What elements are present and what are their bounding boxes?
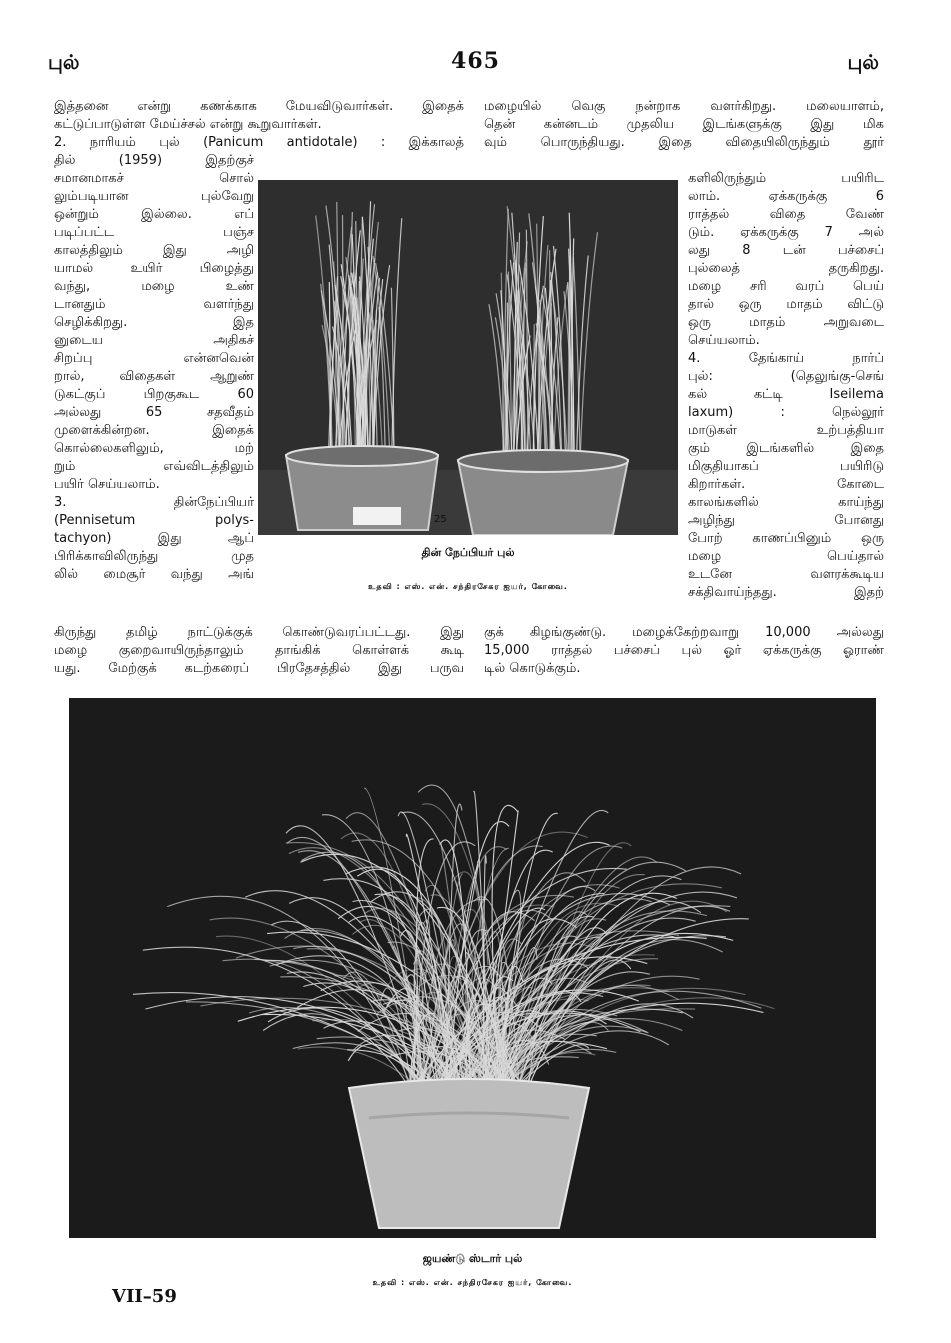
figure2-caption: ஜயண்டு ஸ்டார் புல்: [422, 1252, 523, 1265]
text-line: சிறப்பு என்னவென்: [54, 351, 254, 366]
text-line: டுகட்குப் பிறகுகூட 60: [54, 387, 254, 402]
text-line: களிலிருந்தும் பயிரிட: [688, 171, 884, 186]
text-line: லாம். ஏக்கருக்கு 6: [688, 189, 884, 204]
text-line: பிரிக்காவிலிருந்து முத: [54, 549, 254, 564]
text-line: 2. நாரியம் புல் (Panicum antidotale) : இக்காலத்: [54, 135, 464, 150]
text-line: லில் மைசூர் வந்து அங்: [54, 567, 254, 582]
text-line: றும் எவ்விடத்திலும்: [54, 459, 254, 474]
text-line: டானதும் வளர்ந்து: [54, 297, 254, 312]
text-line: னுடைய அதிகச்: [54, 333, 254, 348]
text-line: laxum) : நெல்லூர்: [688, 405, 884, 420]
text-line: தென் கன்னடம் முதலிய இடங்களுக்கு இது மிக: [484, 117, 884, 132]
text-line: படிப்பட்ட பஞ்ச: [54, 225, 254, 240]
text-line: உடனே வளரக்கூடிய: [688, 567, 884, 582]
text-line: அல்லது 65 சதவீதம்: [54, 405, 254, 420]
page-number: 465: [451, 48, 500, 74]
text-line: மழை பெய்தால்: [688, 549, 884, 564]
text-line: கிறார்கள். கோடை: [688, 477, 884, 492]
text-line: வந்து, மழை உண்: [54, 279, 254, 294]
text-line: சமானமாகச் சொல்: [54, 171, 254, 186]
text-line: கட்டுப்பாடுள்ள மேய்ச்சல் என்று கூறுவார்கள்.: [54, 117, 322, 132]
figure2-credit: உதவி : எஸ். என். சந்திரசேகர ஐயர், கோவை.: [372, 1278, 573, 1287]
text-line: லது 8 டன் பச்சைப்: [688, 243, 884, 258]
text-line: செய்யலாம்.: [688, 333, 760, 348]
text-line: தில் (1959) இதற்குச்: [54, 153, 254, 168]
text-line: கல் கட்டி Iseilema: [688, 387, 884, 402]
text-line: 15,000 ராத்தல் பச்சைப் புல் ஓர் ஏக்கருக்கு ஓராண்: [484, 643, 884, 658]
text-line: ஒன்றும் இல்லை. எப்: [54, 207, 254, 222]
text-line: றால், விதைகள் ஆறுண்: [54, 369, 254, 384]
text-line: காலத்திலும் இது அழி: [54, 243, 254, 258]
napier-grass-photo: [258, 180, 678, 535]
text-line: டில் கொடுக்கும்.: [484, 661, 581, 676]
text-line: பயிர் செய்யலாம்.: [54, 477, 160, 492]
text-line: யாமல் உயிர் பிழைத்து: [54, 261, 254, 276]
text-line: tachyon) இது ஆப்: [54, 531, 254, 546]
text-line: 3. தின்நேப்பியர்: [54, 495, 254, 510]
text-line: மழை குறைவாயிருந்தாலும் தாங்கிக் கொள்ளக் கூடி: [54, 643, 464, 658]
figure1-caption: தின் நேப்பியர் புல்: [421, 546, 515, 559]
text-line: (Pennisetum polys-: [54, 513, 254, 528]
text-line: புல்லைத் தருகிறது.: [688, 261, 884, 276]
pot-number-label: 25: [434, 514, 447, 525]
text-line: யது. மேற்குக் கடற்கரைப் பிரதேசத்தில் இது பருவ: [54, 661, 464, 676]
text-line: மாடுகள் உற்பத்தியா: [688, 423, 884, 438]
text-line: கும் இடங்களில் இதை: [688, 441, 884, 456]
text-line: மழை சரி வரப் பெய்: [688, 279, 884, 294]
figure1-credit: உதவி : எஸ். என். சந்திரசேகர ஐயர், கோவை.: [368, 582, 568, 591]
running-head-left: புல்: [48, 50, 80, 74]
text-line: கிருந்து தமிழ் நாட்டுக்குக் கொண்டுவரப்பட்டது. இது: [54, 625, 464, 640]
text-line: இத்தனை என்று கணக்காக மேயவிடுவார்கள். இதைக்: [54, 99, 464, 114]
text-line: ராத்தல் விதை வேண்: [688, 207, 884, 222]
text-line: மழையில் வெகு நன்றாக வளர்கிறது. மலையாளம்,: [484, 99, 884, 114]
folio-signature: VII–59: [112, 1286, 177, 1307]
text-line: வும் பொருந்தியது. இதை விதையிலிருந்தும் தூர்: [484, 135, 884, 150]
text-line: தால் ஒரு மாதம் விட்டு: [688, 297, 884, 312]
text-line: கொல்லைகளிலும், மற்: [54, 441, 254, 456]
text-line: குக் கிழங்குண்டு. மழைக்கேற்றவாறு 10,000 அல்லது: [484, 625, 884, 640]
text-line: போற் காணப்பினும் ஒரு: [688, 531, 884, 546]
text-line: ஒரு மாதம் அறுவடை: [688, 315, 884, 330]
text-line: செழிக்கிறது. இத: [54, 315, 254, 330]
text-line: அழிந்து போனது: [688, 513, 884, 528]
text-line: புல்: (தெலுங்கு-செங்: [688, 369, 884, 384]
text-line: டும். ஏக்கருக்கு 7 அல்: [688, 225, 884, 240]
text-line: மிகுதியாகப் பயிரிடு: [688, 459, 884, 474]
text-line: 4. தேங்காய் நார்ப்: [688, 351, 884, 366]
running-head-right: புல்: [847, 50, 879, 74]
text-line: காலங்களில் காய்ந்து: [688, 495, 884, 510]
text-line: லும்படியான புல்வேறு: [54, 189, 254, 204]
giant-star-grass-photo: [69, 698, 876, 1238]
text-line: முளைக்கின்றன. இதைக்: [54, 423, 254, 438]
text-line: சக்திவாய்ந்தது. இதற்: [688, 585, 884, 600]
pot-label-card: [353, 507, 401, 525]
